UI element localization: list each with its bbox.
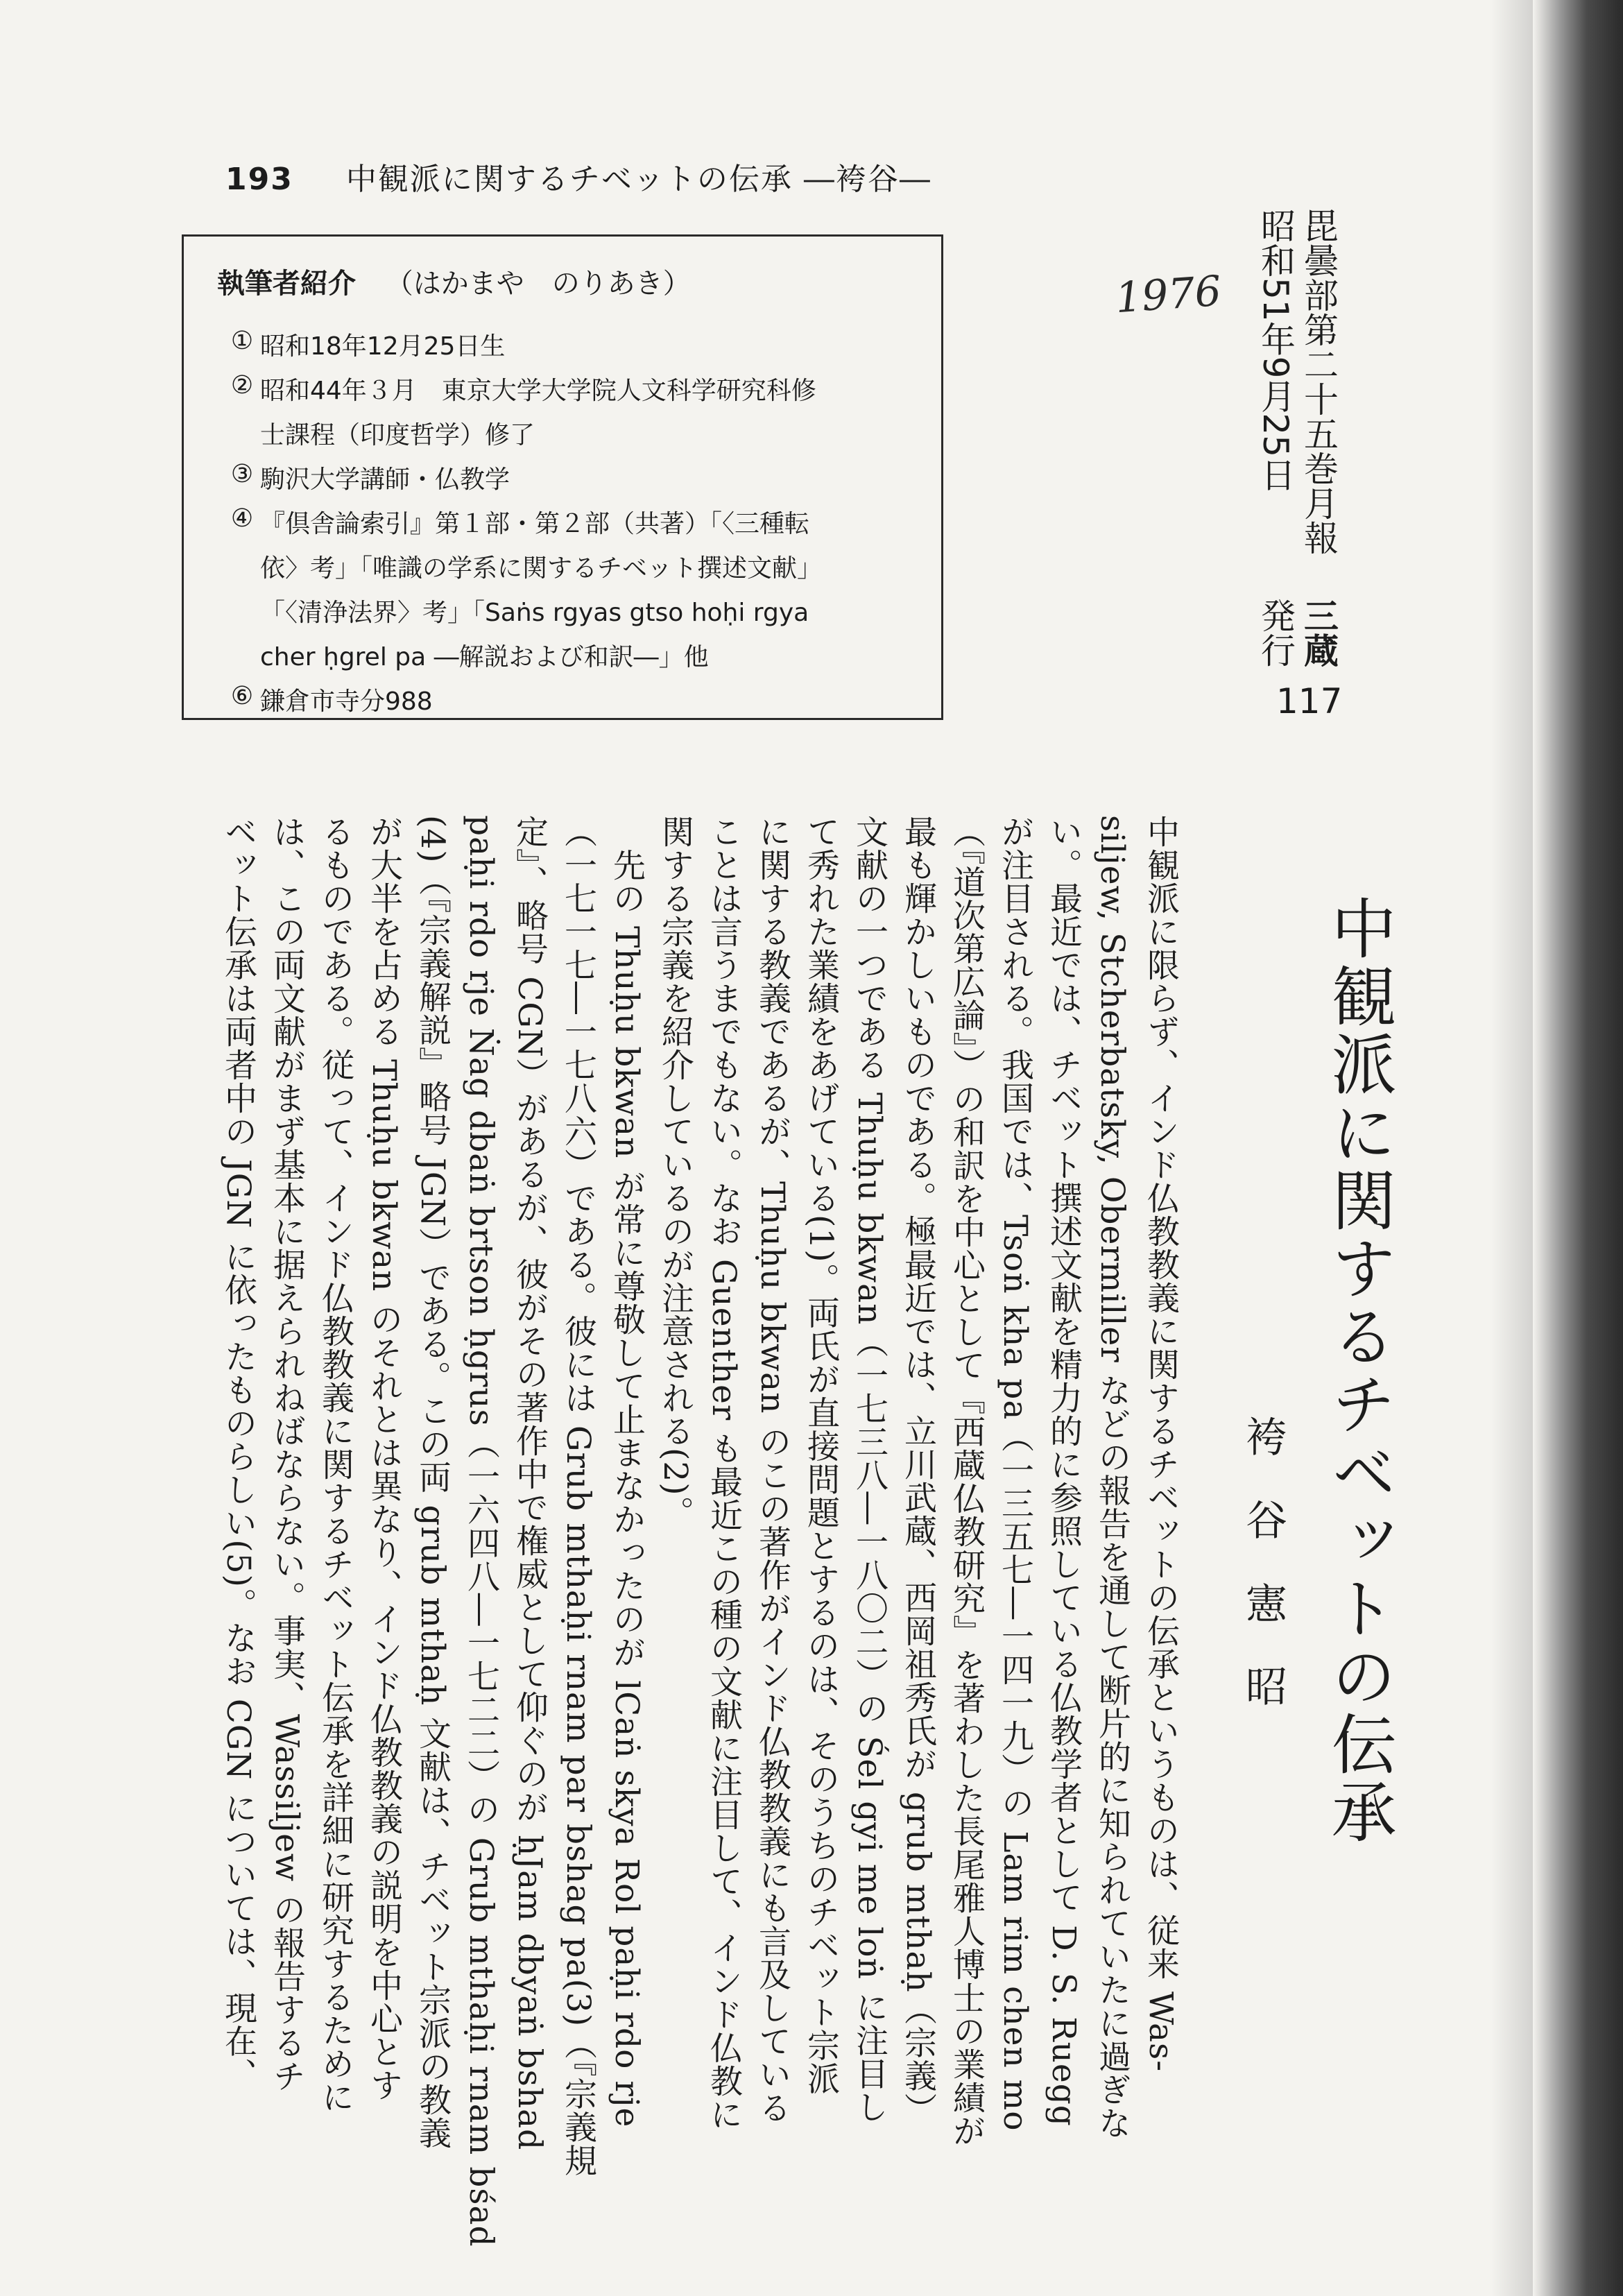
author-box-line: 『倶舎論索引』第１部・第２部（共著）「〈三種転 bbox=[260, 510, 810, 538]
author-box-title: 執筆者紹介 bbox=[217, 268, 356, 300]
body-column: paḥi rdo rje Ṅag dbaṅ brtson ḥgrus（一六四八―一七二二）の Grub mthaḥi rnam bśad bbox=[462, 815, 500, 2247]
publication-issued: 発行 bbox=[1255, 598, 1296, 667]
publication-sanzo: 三蔵 bbox=[1298, 598, 1339, 667]
author-box-line: cher ḥgrel pa ―解説および和訳―」他 bbox=[260, 643, 709, 671]
author-box-line: 「〈清浄法界〉考」「Saṅs rgyas gtso hoḥi rgya bbox=[260, 599, 809, 627]
article-title: 中観派に関するチベットの伝承 bbox=[1320, 895, 1396, 1847]
author-box-item-number: ① bbox=[230, 327, 254, 355]
author-box-item-number: ② bbox=[230, 371, 254, 400]
author-box-heading bbox=[217, 262, 691, 301]
author-box-line: 依〉考」「唯識の学系に関するチベット撰述文献」 bbox=[260, 554, 823, 583]
author-box-line: 鎌倉市寺分988 bbox=[260, 687, 433, 716]
body-column: 先の Thuḥu bkwan が常に尊敬して止まなかったのが lCaṅ skya Rol paḥi rdo rje bbox=[608, 815, 646, 2128]
body-column: は、この両文献がまず基本に据えられねばならない。事実、Wassiljew の報告するチ bbox=[268, 815, 306, 2093]
article-author: 袴 谷 憲 昭 bbox=[1239, 1415, 1287, 1706]
body-column: siljew, Stcherbatsky, Obermiller などの報告を通して断片的に知られていたに過ぎな bbox=[1093, 815, 1131, 2140]
body-column: 関する宗義を紹介しているのが注意される(2)。 bbox=[656, 815, 694, 1530]
body-column: が大半を占める Thuḥu bkwan のそれとは異なり、インド仏教教義の説明を中心とす bbox=[365, 815, 403, 2102]
page-number: 193 bbox=[225, 162, 293, 197]
author-box-item-number: ④ bbox=[230, 504, 254, 533]
body-column: （『道次第広論』）の和訳を中心として『西蔵仏教研究』を著わした長尾雅人博士の業績が bbox=[947, 815, 986, 2148]
body-column: 最も輝かしいものである。極最近では、立川武蔵、西岡祖秀氏が grub mthaḥ（宗義） bbox=[899, 815, 937, 2126]
author-box-line: 駒沢大学講師・仏教学 bbox=[260, 465, 510, 494]
author-box-line: 昭和44年３月 東京大学大学院人文科学研究科修 bbox=[260, 377, 816, 405]
binding-gutter bbox=[1533, 0, 1623, 2296]
publication-series: 毘曇部第二十五巻月報 bbox=[1298, 208, 1339, 555]
publication-issue-number: 117 bbox=[1276, 681, 1343, 721]
gutter-shadow bbox=[1491, 0, 1533, 2296]
body-column: 定』、略号 CGN）があるが、彼がその著作中で権威として仰ぐのが ḥJam dbyaṅ bshad bbox=[510, 815, 549, 2151]
body-column: ベット伝承は両者中の JGN に依ったものらしい(5)。なお CGN については、現在、 bbox=[219, 815, 257, 2091]
body-column: ことは言うまでもない。なお Guenther も最近この種の文献に注目して、インド仏教に bbox=[705, 815, 743, 2132]
body-column: が注目される。我国では、Tsoṅ kha pa（一三五七―一四一九）の Lam rim chen mo bbox=[996, 815, 1034, 2132]
body-column: (4)（『宗義解説』略号 JGN）である。この両 grub mthaḥ 文献は、チベット宗派の教義 bbox=[413, 815, 452, 2150]
body-column: 中観派に限らず、インド仏教教義に関するチベットの伝承というものは、従来 Was- bbox=[1142, 815, 1180, 2073]
body-column: （一七一七―一七八六）である。彼には Grub mthaḥi rnam par bshag pa(3)（『宗義規 bbox=[559, 815, 597, 2177]
author-box-item-number: ③ bbox=[230, 460, 254, 488]
running-title: 中観派に関するチベットの伝承 ―袴谷― bbox=[345, 162, 931, 197]
handwritten-year: 1976 bbox=[1113, 266, 1223, 323]
running-header bbox=[225, 154, 931, 198]
author-box-item-number: ⑥ bbox=[230, 682, 254, 710]
author-introduction-box bbox=[182, 234, 943, 720]
body-column: い。最近では、チベット撰述文献を精力的に参照している仏教学者として D. S. Ruegg bbox=[1045, 815, 1083, 2127]
publication-date: 昭和51年9月25日 bbox=[1255, 208, 1296, 492]
author-box-line: 士課程（印度哲学）修了 bbox=[260, 421, 535, 449]
author-reading: （はかまや のりあき） bbox=[385, 268, 691, 300]
author-box-line: 昭和18年12月25日生 bbox=[260, 332, 506, 361]
body-column: るものである。従って、インド仏教教義に関するチベット伝承を詳細に研究するために bbox=[316, 815, 354, 2114]
body-column: 文献の一つである Thuḥu bkwan（一七三八―一八〇二）の Śel gyi me loṅ に注目し bbox=[850, 815, 888, 2124]
body-column: に関する教義であるが、Thuḥu bkwan のこの著作がインド仏教教義にも言及している bbox=[753, 815, 791, 2125]
body-column: て秀れた業績をあげている(1)。両氏が直接問題とするのは、そのうちのチベット宗派 bbox=[802, 815, 840, 2096]
